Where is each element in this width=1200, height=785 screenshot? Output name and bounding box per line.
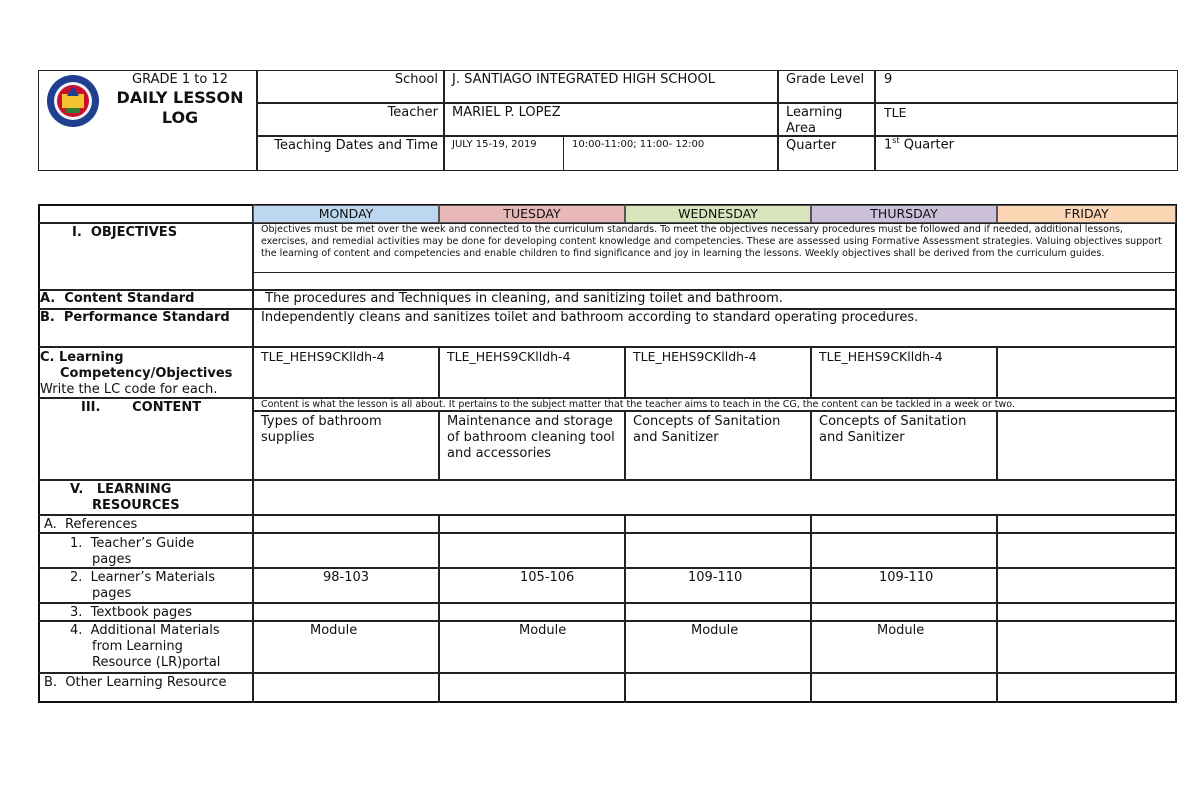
day-header-wednesday: WEDNESDAY	[625, 205, 811, 223]
row-divider	[253, 272, 1177, 273]
header-divider	[563, 135, 564, 171]
row-divider	[38, 672, 1177, 674]
school-value: J. SANTIAGO INTEGRATED HIGH SCHOOL	[452, 72, 715, 87]
textbook-pages-label: 3. Textbook pages	[70, 605, 193, 620]
day-header-tuesday: TUESDAY	[439, 205, 625, 223]
row-divider	[38, 602, 1177, 604]
competency-instruction: Write the LC code for each.	[40, 382, 218, 397]
objectives-text: Objectives must be met over the week and connected to the curriculum standards. To meet the objectives necessary procedures must be followed and if needed, additional lessons, exercises, and remedial activities may be done for developing content knowledge and competencies. These are assessed using Formative Assessment strategies. Valuing objectives support the learning of content and competencies and enable children to find significance and joy in learning the lessons. Weekly objectives shall be derived from the curriculum guides.	[261, 224, 1165, 260]
row-divider	[38, 346, 1177, 348]
day-header-monday: MONDAY	[253, 205, 439, 223]
col-divider	[624, 514, 626, 703]
competency-label: Competency/Objectives	[60, 366, 233, 381]
teaching-time-value: 10:00-11:00; 11:00- 12:00	[572, 139, 705, 150]
content-standard-text: The procedures and Techniques in cleaning, and sanitizing toilet and bathroom.	[261, 291, 783, 306]
lc-code: TLE_HEHS9CKlldh-4	[261, 349, 385, 364]
content-standard-label: A. Content Standard	[40, 291, 195, 306]
teaching-dates-label: Teaching Dates and Time	[274, 138, 438, 153]
col-divider	[438, 514, 440, 703]
lm-pages: 105-106	[520, 570, 575, 585]
content-topic: Types of bathroom supplies	[261, 414, 386, 445]
header-divider	[256, 70, 258, 171]
additional-materials-value: Module	[310, 623, 358, 638]
additional-materials-value: Module	[877, 623, 925, 638]
teaching-dates-value: JULY 15-19, 2019	[452, 139, 537, 150]
objectives-label: I. OBJECTIVES	[72, 225, 178, 240]
col-divider	[438, 410, 440, 480]
learning-area-value: TLE	[884, 105, 907, 120]
learning-resources-label: RESOURCES	[92, 498, 180, 513]
day-header-friday: FRIDAY	[997, 205, 1176, 223]
row-divider	[38, 479, 1177, 481]
references-label: A. References	[44, 517, 138, 532]
additional-materials-value: Module	[691, 623, 739, 638]
day-header-thursday: THURSDAY	[811, 205, 997, 223]
col-divider	[810, 514, 812, 703]
header-divider	[443, 70, 445, 171]
lm-pages: 109-110	[688, 570, 743, 585]
col-divider	[996, 514, 998, 703]
performance-standard-label: B. Performance Standard	[40, 310, 230, 325]
lc-code: TLE_HEHS9CKlldh-4	[819, 349, 943, 364]
teacher-label: Teacher	[387, 105, 438, 120]
col-divider	[810, 410, 812, 480]
grade-level-value: 9	[884, 72, 893, 87]
performance-standard-text: Independently cleans and sanitizes toilet and bathroom according to standard operating procedures.	[261, 310, 919, 325]
learning-area-label: Learning Area	[786, 105, 847, 136]
col-divider	[624, 410, 626, 480]
lm-pages: 98-103	[322, 570, 370, 585]
lc-code: TLE_HEHS9CKlldh-4	[447, 349, 571, 364]
school-label: School	[394, 72, 438, 87]
competency-label: C. Learning	[40, 350, 124, 365]
content-note: Content is what the lesson is all about. It pertains to the subject matter that the teacher aims to teach in the CG, the content can be tackled in a week or two.	[261, 399, 1015, 410]
col-divider	[996, 410, 998, 480]
header-divider	[777, 70, 779, 171]
page-title: DAILY LESSON LOG	[116, 88, 250, 127]
quarter-label: Quarter	[786, 138, 837, 153]
col-divider	[438, 346, 440, 398]
col-divider	[996, 346, 998, 398]
row-divider	[38, 514, 1177, 516]
header-divider	[257, 102, 1177, 104]
additional-materials-label: 4. Additional Materials	[70, 623, 220, 638]
deped-seal-logo	[46, 74, 100, 128]
learners-materials-label: pages	[92, 586, 132, 601]
content-topic: Concepts of Sanitation and Sanitizer	[633, 414, 785, 445]
content-topic: Concepts of Sanitation and Sanitizer	[819, 414, 971, 445]
content-label: III. CONTENT	[81, 400, 202, 415]
teachers-guide-label: pages	[92, 552, 132, 567]
other-learning-resource-label: B. Other Learning Resource	[44, 675, 227, 690]
quarter-value: 1st Quarter	[884, 136, 954, 153]
additional-materials-value: Module	[519, 623, 567, 638]
header-divider	[874, 70, 876, 171]
additional-materials-label: from Learning	[92, 639, 183, 654]
grade-level-label: Grade Level	[786, 72, 865, 87]
col-divider	[252, 204, 254, 703]
learning-resources-label: V. LEARNING	[70, 482, 172, 497]
teachers-guide-label: 1. Teacher’s Guide	[70, 536, 195, 551]
col-divider	[624, 346, 626, 398]
col-divider	[810, 346, 812, 398]
lm-pages: 109-110	[879, 570, 934, 585]
learners-materials-label: 2. Learner’s Materials	[70, 570, 215, 585]
lc-code: TLE_HEHS9CKlldh-4	[633, 349, 757, 364]
teacher-value: MARIEL P. LOPEZ	[452, 105, 561, 120]
grade-range: GRADE 1 to 12	[132, 72, 228, 87]
content-topic: Maintenance and storage of bathroom cleaning tool and accessories	[447, 414, 619, 461]
additional-materials-label: Resource (LR)portal	[92, 655, 221, 670]
